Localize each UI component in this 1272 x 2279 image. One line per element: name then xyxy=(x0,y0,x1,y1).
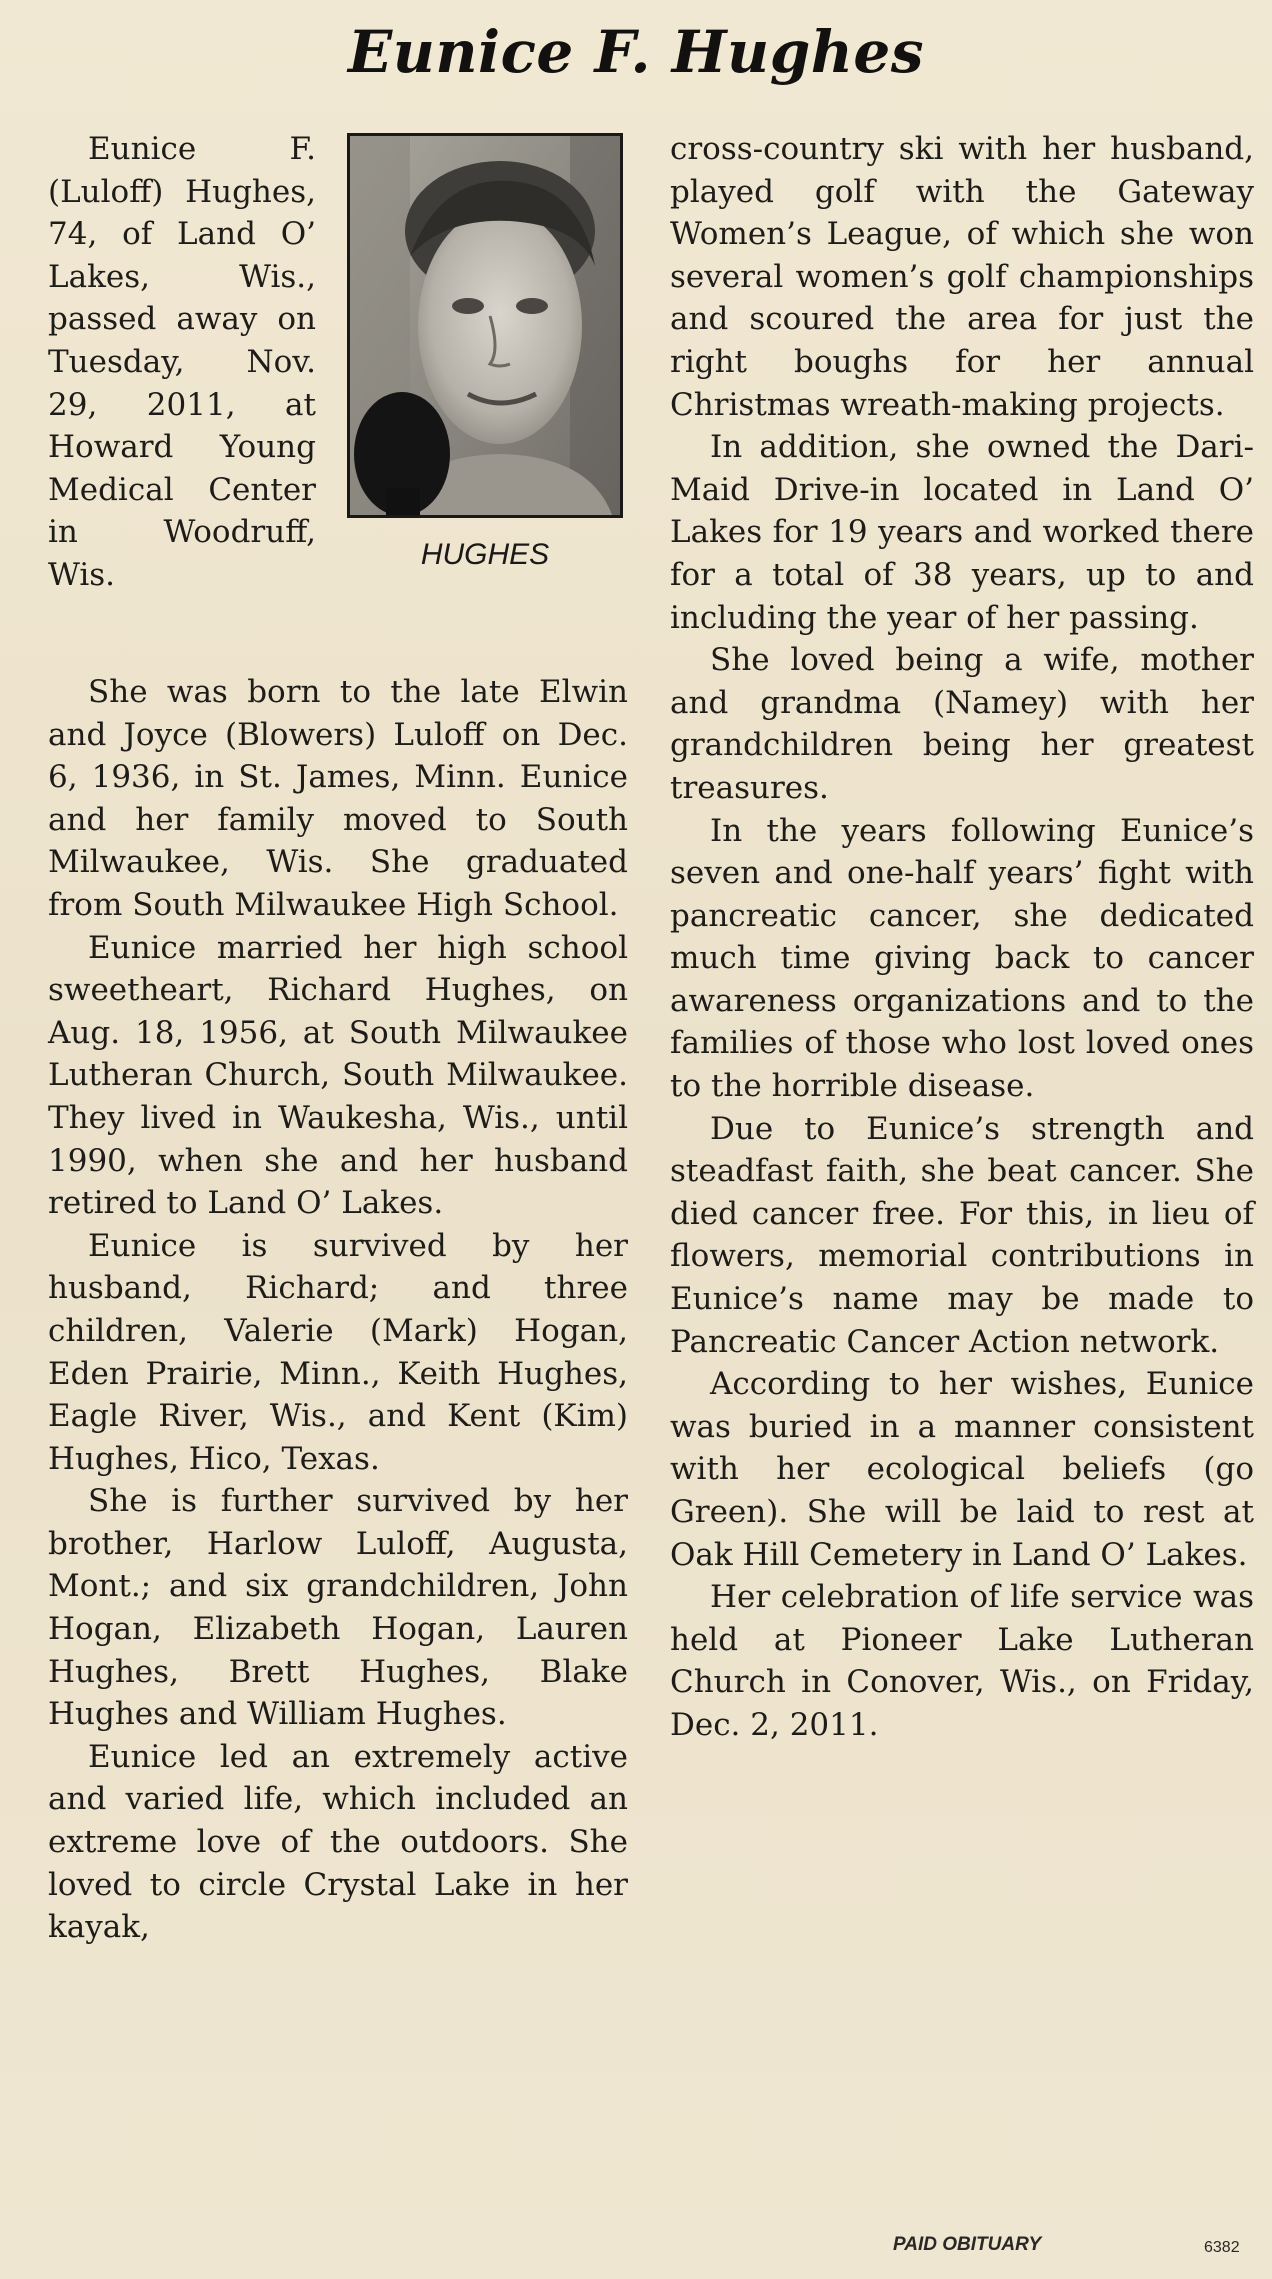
paragraph: She is further survived by her brother, Harlow Luloff, Augusta, Mont.; and six grandchildren, John Hogan, Elizabeth Hogan, Lauren Hughes, Brett Hughes, Blake Hughes and William Hughes. xyxy=(48,1483,628,1733)
paragraph: She loved being a wife, mother and grandma (Namey) with her grandchildren being her greatest treasures. xyxy=(670,642,1254,806)
intro-paragraph: Eunice F. (Luloff) Hughes, 74, of Land O’ Lakes, Wis., passed away on Tuesday, Nov. 29, 2011, at Howard Young Medical Center in Woodruff, Wis. xyxy=(48,131,316,593)
ad-number: 6382 xyxy=(1204,2239,1240,2256)
paid-obituary-label: PAID OBITUARY xyxy=(893,2234,1042,2255)
paragraph: In addition, she owned the Dari-Maid Drive-in located in Land O’ Lakes for 19 years and worked there for a total of 38 years, up to and including the year of her passing. xyxy=(670,429,1254,636)
photo-caption: HUGHES xyxy=(420,538,550,571)
paragraph: She was born to the late Elwin and Joyce (Blowers) Luloff on Dec. 6, 1936, in St. James, Minn. Eunice and her family moved to South Milwaukee, Wis. She graduated from South Milwaukee High School. xyxy=(48,674,628,923)
left-column xyxy=(48,671,628,1949)
page-title: Eunice F. Hughes xyxy=(348,18,924,86)
portrait-image xyxy=(350,136,620,515)
intro-column xyxy=(48,128,316,597)
paragraph: Due to Eunice’s strength and steadfast faith, she beat cancer. She died cancer free. For this, in lieu of flowers, memorial contributions in Eunice’s name may be made to Pancreatic Cancer Action network. xyxy=(670,1110,1254,1360)
paragraph: In the years following Eunice’s seven and one-half years’ fight with pancreatic cancer, she dedicated much time giving back to cancer awareness organizations and to the families of those who lost loved ones to the horrible disease. xyxy=(670,812,1254,1105)
paragraph: cross-country ski with her husband, played golf with the Gateway Women’s League, of which she won several women’s golf championships and scoured the area for just the right boughs for her annual Christmas wreath-making projects. xyxy=(670,131,1254,423)
paragraph: Eunice led an extremely active and varied life, which included an extreme love of the outdoors. She loved to circle Crystal Lake in her kayak, xyxy=(48,1738,628,1946)
portrait-photo xyxy=(347,133,623,518)
paragraph: According to her wishes, Eunice was buried in a manner consistent with her ecological beliefs (go Green). She will be laid to rest at Oak Hill Cemetery in Land O’ Lakes. xyxy=(670,1366,1254,1573)
paragraph: Eunice married her high school sweetheart, Richard Hughes, on Aug. 18, 1956, at South Milwaukee Lutheran Church, South Milwaukee. They lived in Waukesha, Wis., until 1990, when she and her husband retired to Land O’ Lakes. xyxy=(48,929,628,1222)
paragraph: Eunice is survived by her husband, Richard; and three children, Valerie (Mark) Hogan, Eden Prairie, Minn., Keith Hughes, Eagle River, Wis., and Kent (Kim) Hughes, Hico, Texas. xyxy=(48,1227,628,1477)
paragraph: Her celebration of life service was held at Pioneer Lake Lutheran Church in Conover, Wis., on Friday, Dec. 2, 2011. xyxy=(670,1579,1254,1743)
right-column xyxy=(670,128,1254,1747)
